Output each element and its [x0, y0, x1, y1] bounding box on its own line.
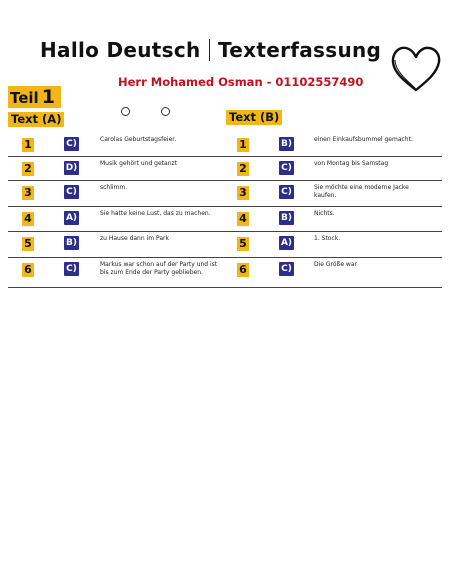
table-row: [8, 157, 442, 181]
answer-text-b: Die Größe war: [314, 261, 357, 268]
question-number-b: 2: [237, 162, 249, 176]
answer-text-a: Carolas Geburtstagsfeier.: [100, 136, 177, 143]
answer-choice-b: C): [279, 262, 294, 276]
heart-outline-icon: [389, 44, 443, 94]
answer-text-a: zu Hause dann im Park: [100, 235, 169, 242]
answer-text-a: Markus war schon auf der Party und ist bis zum Ende der Party geblieben.: [100, 261, 218, 276]
title-divider: [209, 39, 211, 61]
question-number-b: 5: [237, 237, 249, 251]
page-title: [40, 38, 390, 62]
answer-choice-a: C): [64, 262, 79, 276]
answer-text-b: 1. Stock.: [314, 235, 341, 242]
table-row: [8, 232, 442, 258]
answer-choice-a: A): [65, 213, 78, 223]
table-row: [8, 133, 442, 157]
answer-choice-a: C): [64, 185, 79, 199]
radio-bubble-right: [161, 107, 170, 116]
answer-text-a: Sie hatte keine Lust, das zu machen.: [100, 210, 211, 217]
section-label: [8, 86, 61, 108]
question-number-a: 3: [22, 186, 34, 200]
answer-text-b: einen Einkaufsbummel gemacht.: [314, 136, 413, 143]
answer-text-a: Musik gehört und getanzt: [100, 160, 178, 167]
radio-bubble-left: [121, 107, 130, 116]
table-row: [8, 181, 442, 207]
answer-choice-a: B): [64, 236, 79, 250]
question-number-b: 6: [237, 263, 249, 277]
answer-choice-b: A): [280, 238, 293, 248]
answer-text-b: Sie möchte eine moderne Jacke kaufen.: [314, 184, 409, 199]
question-number-a: 4: [22, 212, 34, 226]
teil-number: 1: [41, 86, 55, 108]
table-row: [8, 207, 442, 232]
answer-choice-a: D): [65, 163, 78, 173]
answer-choice-b: C): [279, 185, 294, 199]
answer-text-a: schlimm.: [100, 184, 128, 191]
question-number-b: 1: [237, 138, 249, 152]
answer-choice-b: C): [279, 161, 294, 175]
answer-text-b: von Montag bis Samstag: [314, 160, 389, 167]
teacher-contact: Herr Mohamed Osman - 01102557490: [118, 75, 364, 89]
answer-choice-b: B): [279, 137, 294, 151]
text-b-heading: Text (B): [226, 110, 282, 125]
question-number-a: 5: [22, 237, 34, 251]
answer-text-b: Nichts.: [314, 210, 335, 217]
table-row: [8, 258, 442, 288]
title-left: Hallo Deutsch: [40, 38, 201, 62]
question-number-a: 1: [22, 138, 34, 152]
question-number-a: 6: [22, 263, 34, 277]
question-number-b: 4: [237, 212, 249, 226]
text-a-heading: Text (A): [8, 112, 64, 127]
title-right: Texterfassung: [218, 38, 382, 62]
answer-choice-a: C): [64, 137, 79, 151]
question-number-b: 3: [237, 186, 249, 200]
teil-label: Teil: [10, 89, 39, 107]
question-number-a: 2: [22, 162, 34, 176]
answer-choice-b: B): [279, 211, 294, 225]
